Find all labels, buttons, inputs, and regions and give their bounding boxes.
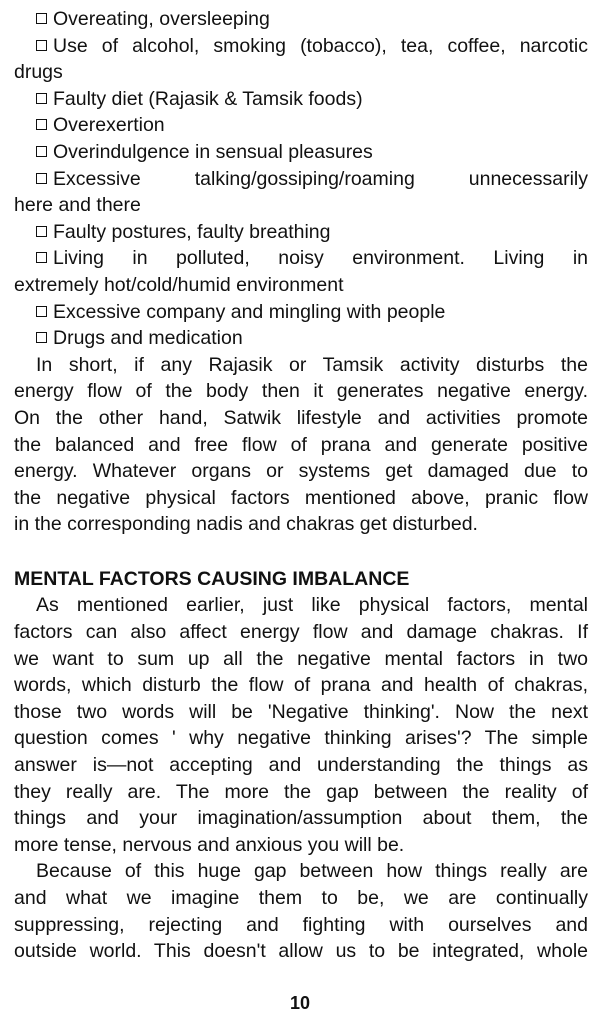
list-item-text: Excessive company and mingling with people: [53, 300, 446, 323]
list-item-text: Living in polluted, noisy environment. Living in: [53, 247, 588, 270]
list-item: [14, 245, 588, 298]
paragraph-line: outside world. This doesn't allow us to be integrated, whole: [14, 940, 588, 963]
paragraph-line: suppressing, rejecting and fighting with ourselves and: [14, 913, 588, 936]
list-item-text: Use of alcohol, smoking (tobacco), tea, coffee, narcotic: [53, 34, 588, 57]
list-item: [14, 325, 588, 352]
paragraph-mental-factors: [14, 592, 588, 858]
book-page: [14, 6, 588, 965]
list-item: [14, 6, 588, 33]
list-item: [14, 112, 588, 139]
paragraph-line: energy. Whatever organs or systems get damaged due to: [14, 460, 588, 483]
paragraph-line: question comes ' why negative thinking arises'? The simple: [14, 727, 588, 750]
section-heading: MENTAL FACTORS CAUSING IMBALANCE: [14, 567, 410, 590]
list-item: [14, 166, 588, 219]
list-item-text: Drugs and medication: [53, 327, 243, 350]
list-item-text: Overindulgence in sensual pleasures: [53, 140, 373, 163]
list-item: [14, 299, 588, 326]
list-item-continuation: drugs: [14, 61, 63, 84]
paragraph-line: In short, if any Rajasik or Tamsik activity disturbs the: [36, 353, 588, 376]
checkbox-bullet-icon: [36, 40, 47, 51]
list-item-text: Excessive talking/gossiping/roaming unnecessarily: [53, 167, 588, 190]
paragraph-line: energy flow of the body then it generates negative energy.: [14, 380, 588, 403]
bullet-list: [14, 6, 588, 352]
paragraph-line: the balanced and free flow of prana and generate positive: [14, 433, 588, 456]
paragraph-line: in the corresponding nadis and chakras get disturbed.: [14, 513, 478, 536]
paragraph-line: they really are. The more the gap between the reality of: [14, 780, 588, 803]
page-number: 10: [289, 993, 311, 1013]
list-item-text: Faulty postures, faulty breathing: [53, 220, 331, 243]
list-item-continuation: here and there: [14, 194, 141, 217]
checkbox-bullet-icon: [36, 119, 47, 130]
list-item-text: Faulty diet (Rajasik & Tamsik foods): [53, 87, 363, 110]
checkbox-bullet-icon: [36, 146, 47, 157]
paragraph-line: answer is—not accepting and understanding the things as: [14, 754, 588, 777]
list-item: [14, 33, 588, 86]
paragraph-line: As mentioned earlier, just like physical factors, mental: [36, 594, 588, 617]
paragraph-line: Because of this huge gap between how things really are: [36, 860, 588, 883]
checkbox-bullet-icon: [36, 306, 47, 317]
list-item: [14, 139, 588, 166]
checkbox-bullet-icon: [36, 173, 47, 184]
checkbox-bullet-icon: [36, 252, 47, 263]
paragraph-line: factors can also affect energy flow and damage chakras. If: [14, 621, 588, 644]
checkbox-bullet-icon: [36, 226, 47, 237]
paragraph-line: words, which disturb the flow of prana and health of chakras,: [14, 674, 588, 697]
paragraph-line: those two words will be 'Negative thinking'. Now the next: [14, 700, 588, 723]
paragraph-line: more tense, nervous and anxious you will be.: [14, 833, 405, 856]
list-item-continuation: extremely hot/cold/humid environment: [14, 273, 344, 296]
list-item: [14, 86, 588, 113]
checkbox-bullet-icon: [36, 93, 47, 104]
paragraph-line: the negative physical factors mentioned above, pranic flow: [14, 486, 588, 509]
paragraph-line: and what we imagine them to be, we are continually: [14, 887, 588, 909]
list-item-text: Overeating, oversleeping: [53, 8, 270, 30]
paragraph-gap: [14, 858, 588, 964]
list-item-text: Overexertion: [53, 114, 165, 137]
checkbox-bullet-icon: [36, 13, 47, 24]
paragraph-line: On the other hand, Satwik lifestyle and activities promote: [14, 406, 588, 429]
checkbox-bullet-icon: [36, 332, 47, 343]
paragraph-summary: [14, 352, 588, 538]
paragraph-line: we want to sum up all the negative mental factors in two: [14, 647, 588, 670]
list-item: [14, 219, 588, 246]
paragraph-line: things and your imagination/assumption about them, the: [14, 807, 588, 830]
